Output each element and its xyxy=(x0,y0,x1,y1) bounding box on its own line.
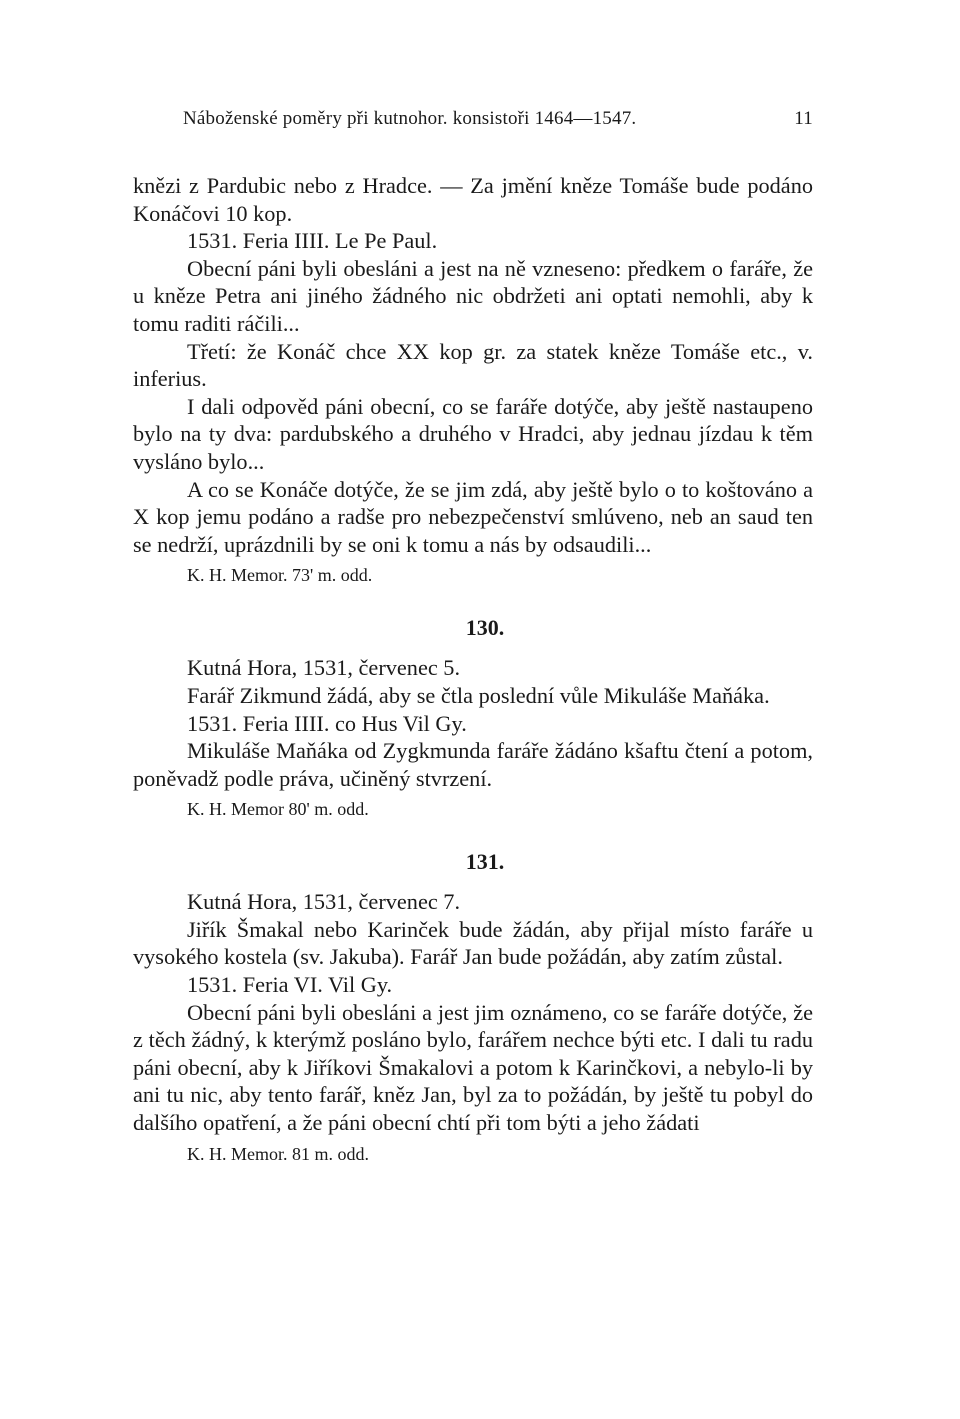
page-number: 11 xyxy=(794,108,813,129)
paragraph: I dali odpověd páni obecní, co se faráře dotýče, aby ještě nastaupeno bylo na ty dva: pardubského a druhého v Hradci, aby jednau jízdau k těm vysláno bylo... xyxy=(133,393,813,474)
paragraph: 1531. Feria VI. Vil Gy. xyxy=(187,972,393,998)
paragraph: A co se Konáče dotýče, že se jim zdá, aby ještě bylo o to koštováno a X kop jemu podáno a radše pro nebezpečenství smlúveno, neb an saud ten se nedrží, uprázdnili by se oni k tomu a nás by odsaudili... xyxy=(133,476,813,557)
book-page xyxy=(133,108,813,1169)
paragraph: 1531. Feria IIII. co Hus Vil Gy. xyxy=(187,710,467,736)
document-dateline: Kutná Hora, 1531, červenec 5. xyxy=(187,655,461,681)
running-head xyxy=(133,108,813,138)
paragraph: Mikuláše Maňáka od Zygkmunda faráře žádáno kšaftu čtení a potom, poněvadž podle práva, učiněný stvrzení. xyxy=(133,738,813,791)
document-number: 130. xyxy=(465,615,505,641)
source-citation: K. H. Memor. 81 m. odd. xyxy=(187,1143,369,1164)
document-summary: Farář Zikmund žádá, aby se čtla poslední vůle Mikuláše Maňáka. xyxy=(187,682,770,708)
source-citation: K. H. Memor 80' m. odd. xyxy=(187,799,369,820)
paragraph: 1531. Feria IIII. Le Pe Paul. xyxy=(187,228,438,254)
document-summary: Jiřík Šmakal nebo Karinček bude žádán, aby přijal místo faráře u vysokého kostela (sv. Jakuba). Farář Jan bude požádán, aby zatím zůstal. xyxy=(133,916,813,970)
document-number: 131. xyxy=(465,849,505,875)
paragraph: Obecní páni byli obesláni a jest na ně vzneseno: předkem o faráře, že u kněze Petra ani jiného žádného nic obdržeti ani optati nemohli, aby k tomu raditi ráčili... xyxy=(133,255,813,336)
document-130 xyxy=(133,614,813,824)
paragraph: Obecní páni byli obesláni a jest jim oznámeno, co se faráře dotýče, že z těch žádný, k kterýmž posláno bylo, farářem nechce býti etc. I dali tu radu páni obecní, aby k Jiříkovi Šmakalovi a potom k Karinčkovi, a nebylo-li by ani tu nic, aby tento farář, kněz Jan, byl za to požádán, by ještě tu pobyl do dalšího opatření, a že páni obecní chtí při tom býti a jeho žádati xyxy=(133,999,813,1136)
running-head-title: Náboženské poměry při kutnohor. konsistoři 1464—1547. xyxy=(183,108,637,129)
document-dateline: Kutná Hora, 1531, červenec 7. xyxy=(187,889,461,915)
source-citation: K. H. Memor. 73' m. odd. xyxy=(187,565,373,586)
continuation-block xyxy=(133,172,813,590)
paragraph: Třetí: že Konáč chce XX kop gr. za statek kněze Tomáše etc., v. inferius. xyxy=(133,338,813,392)
paragraph: knězi z Pardubic nebo z Hradce. — Za jmění kněze Tomáše bude podáno Konáčovi 10 kop. xyxy=(133,173,813,226)
document-131 xyxy=(133,848,813,1168)
